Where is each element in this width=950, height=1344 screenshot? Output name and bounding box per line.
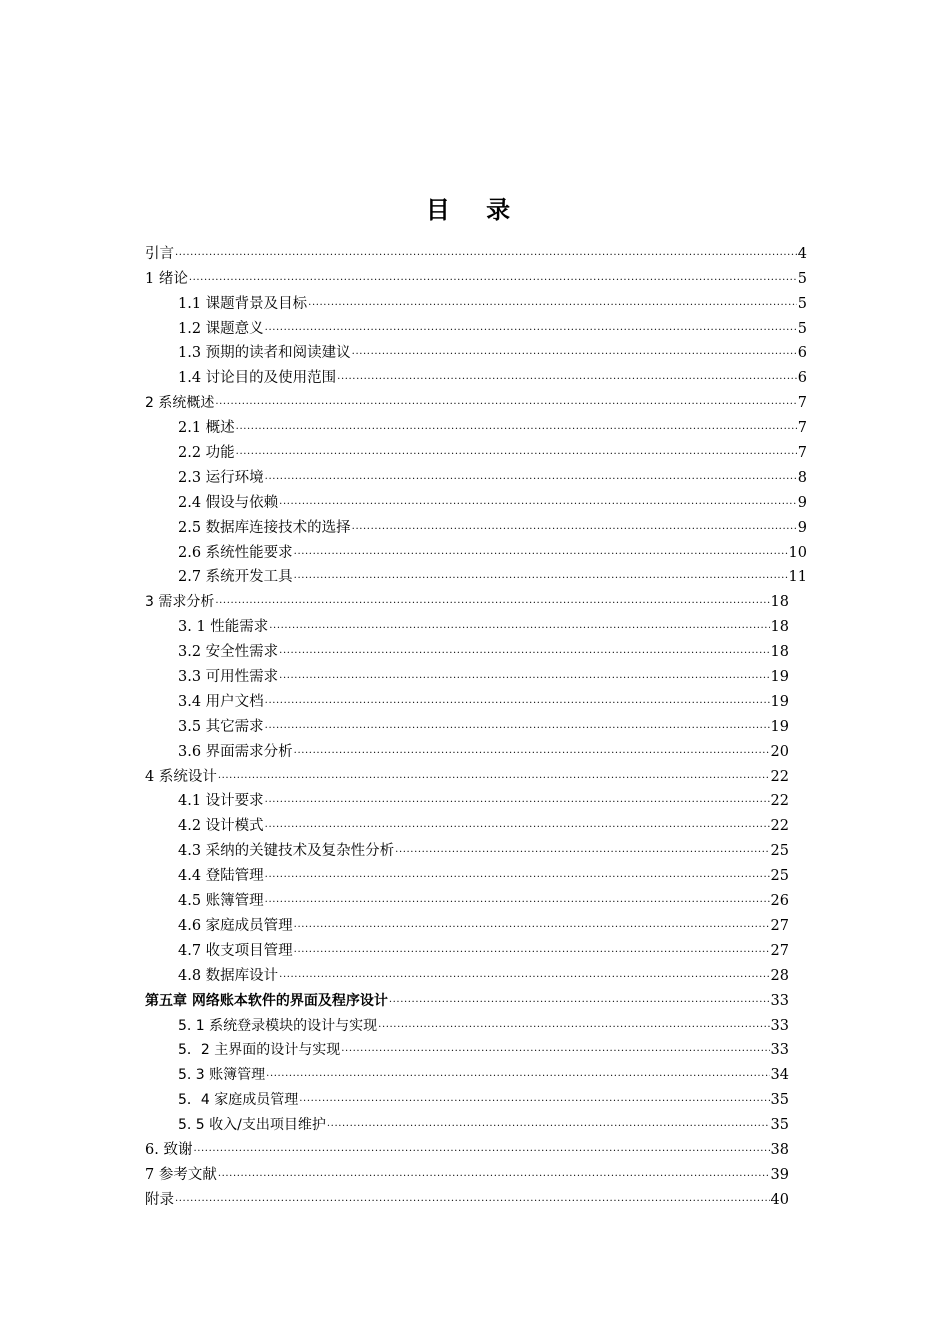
toc-entry-page: 22 (770, 768, 789, 785)
toc-entry[interactable] (145, 611, 789, 636)
dot-leader (294, 918, 770, 932)
dot-leader (266, 1067, 769, 1081)
toc-entry-label: 4.5 账簿管理 (178, 893, 264, 910)
toc-entry-label: 3.5 其它需求 (178, 718, 264, 735)
toc-entry-label: 5. 1 系统登录模块的设计与实现 (178, 1017, 378, 1034)
toc-entry[interactable] (145, 661, 789, 686)
toc-entry-page: 27 (770, 917, 789, 934)
dot-leader (299, 1092, 769, 1106)
toc-entry[interactable] (145, 736, 789, 761)
toc-entry[interactable] (145, 935, 789, 960)
table-of-contents (145, 238, 807, 1209)
dot-leader (279, 495, 797, 509)
toc-entry[interactable] (145, 288, 807, 313)
dot-leader (378, 1018, 769, 1032)
toc-entry-label: 4.3 采纳的关键技术及复杂性分析 (178, 843, 395, 860)
toc-entry-page: 11 (788, 569, 807, 586)
dot-leader (215, 594, 769, 608)
toc-entry[interactable] (145, 437, 807, 462)
dot-leader (352, 345, 797, 359)
toc-entry[interactable] (145, 338, 807, 363)
dot-leader (236, 445, 797, 459)
toc-entry-label: 4.1 设计要求 (178, 793, 264, 810)
toc-entry-label: 1 绪论 (145, 270, 188, 287)
toc-entry[interactable] (145, 412, 807, 437)
toc-entry-label: 4.7 收支项目管理 (178, 942, 293, 959)
dot-leader (279, 669, 769, 683)
toc-entry[interactable] (145, 537, 807, 562)
toc-entry-page: 8 (797, 469, 807, 486)
toc-entry[interactable] (145, 1035, 789, 1060)
toc-entry-label: 2 系统概述 (145, 395, 215, 412)
dot-leader (175, 1192, 770, 1206)
toc-entry-label: 3 需求分析 (145, 594, 215, 611)
toc-entry[interactable] (145, 885, 789, 910)
toc-entry-label: 3.6 界面需求分析 (178, 743, 293, 760)
dot-leader (265, 694, 770, 708)
toc-entry-page: 33 (770, 1017, 789, 1034)
toc-entry-page: 40 (770, 1191, 789, 1208)
dot-leader (294, 943, 770, 957)
toc-entry-page: 26 (770, 893, 789, 910)
toc-entry[interactable] (145, 586, 789, 611)
toc-entry-page: 33 (770, 1042, 789, 1059)
toc-entry[interactable] (145, 313, 807, 338)
toc-entry-label: 4.8 数据库设计 (178, 967, 279, 984)
dot-leader (215, 395, 796, 409)
toc-entry-page: 33 (770, 992, 789, 1009)
toc-entry-label: 1.2 课题意义 (178, 320, 264, 337)
toc-entry-label: 2.1 概述 (178, 420, 235, 437)
toc-entry[interactable] (145, 761, 789, 786)
toc-entry-page: 27 (770, 942, 789, 959)
toc-entry-page: 35 (770, 1117, 789, 1134)
toc-entry-label: 3. 1 性能需求 (178, 619, 269, 636)
dot-leader (341, 1042, 769, 1056)
dot-leader (389, 993, 770, 1007)
toc-entry-page: 35 (770, 1092, 789, 1109)
dot-leader (395, 843, 769, 857)
dot-leader (236, 420, 797, 434)
toc-entry-label: 3.2 安全性需求 (178, 644, 279, 661)
toc-entry-label: 2.7 系统开发工具 (178, 569, 293, 586)
toc-entry-label: 第五章 网络账本软件的界面及程序设计 (145, 992, 388, 1009)
toc-entry[interactable] (145, 1109, 789, 1134)
toc-entry-label: 2.2 功能 (178, 445, 235, 462)
toc-entry-label: 7 参考文献 (145, 1166, 217, 1183)
dot-leader (265, 470, 797, 484)
toc-entry-page: 20 (770, 743, 789, 760)
toc-entry[interactable] (145, 1184, 789, 1209)
toc-entry-page: 18 (770, 594, 789, 611)
dot-leader (218, 769, 770, 783)
toc-entry-label: 3.3 可用性需求 (178, 669, 279, 686)
toc-entry-label: 1.4 讨论目的及使用范围 (178, 370, 337, 387)
toc-entry[interactable] (145, 910, 789, 935)
dot-leader (265, 893, 770, 907)
toc-entry[interactable] (145, 786, 789, 811)
toc-entry-label: 4.2 设计模式 (178, 818, 264, 835)
toc-entry[interactable] (145, 810, 789, 835)
toc-entry-label: 5. 5 收入/支出项目维护 (178, 1117, 326, 1134)
dot-leader (265, 793, 770, 807)
toc-entry[interactable] (145, 487, 807, 512)
toc-entry-label: 2.4 假设与依赖 (178, 494, 279, 511)
toc-entry-page: 9 (797, 494, 807, 511)
toc-entry-label: 4 系统设计 (145, 768, 217, 785)
toc-entry[interactable] (145, 562, 807, 587)
toc-entry-page: 5 (797, 295, 807, 312)
dot-leader (279, 968, 769, 982)
toc-entry[interactable] (145, 387, 807, 412)
dot-leader (175, 246, 797, 260)
toc-entry[interactable] (145, 1159, 789, 1184)
toc-entry-page: 19 (770, 669, 789, 686)
toc-entry-label: 5．2 主界面的设计与实现 (178, 1042, 341, 1059)
toc-entry-page: 22 (770, 818, 789, 835)
toc-entry-page: 9 (797, 519, 807, 536)
dot-leader (265, 818, 770, 832)
toc-entry[interactable] (145, 636, 789, 661)
dot-leader (294, 545, 788, 559)
toc-entry-label: 引言 (145, 245, 174, 262)
toc-entry[interactable] (145, 860, 789, 885)
toc-entry-page: 25 (770, 843, 789, 860)
dot-leader (352, 520, 797, 534)
toc-entry-page: 7 (797, 395, 807, 412)
dot-leader (265, 321, 797, 335)
toc-entry[interactable] (145, 263, 807, 288)
toc-entry[interactable] (145, 462, 807, 487)
dot-leader (265, 868, 770, 882)
dot-leader (189, 271, 797, 285)
toc-entry[interactable] (145, 1059, 789, 1084)
dot-leader (308, 296, 797, 310)
toc-entry-page: 7 (797, 445, 807, 462)
toc-entry-label: 附录 (145, 1191, 174, 1208)
toc-entry[interactable] (145, 835, 789, 860)
dot-leader (279, 644, 769, 658)
toc-entry-page: 19 (770, 693, 789, 710)
toc-entry-page: 34 (770, 1067, 789, 1084)
toc-entry[interactable] (145, 512, 807, 537)
toc-entry-page: 6 (797, 370, 807, 387)
toc-entry-page: 18 (770, 619, 789, 636)
toc-title: 目 录 (425, 196, 525, 224)
toc-entry-page: 39 (770, 1166, 789, 1183)
toc-entry-page: 4 (797, 245, 807, 262)
toc-entry-page: 25 (770, 868, 789, 885)
dot-leader (294, 569, 788, 583)
dot-leader (337, 370, 797, 384)
toc-entry-page: 7 (797, 420, 807, 437)
dot-leader (269, 619, 769, 633)
toc-entry-page: 5 (797, 270, 807, 287)
toc-entry-page: 6 (797, 345, 807, 362)
dot-leader (193, 1142, 769, 1156)
toc-entry-label: 4.6 家庭成员管理 (178, 917, 293, 934)
toc-entry[interactable] (145, 985, 789, 1010)
toc-entry[interactable] (145, 238, 807, 263)
toc-entry-page: 18 (770, 644, 789, 661)
toc-entry-page: 28 (770, 967, 789, 984)
dot-leader (218, 1167, 770, 1181)
toc-entry[interactable] (145, 686, 789, 711)
toc-entry[interactable] (145, 1084, 789, 1109)
dot-leader (294, 744, 770, 758)
toc-entry-label: 2.5 数据库连接技术的选择 (178, 519, 351, 536)
toc-entry[interactable] (145, 1010, 789, 1035)
dot-leader (327, 1117, 770, 1131)
toc-entry[interactable] (145, 1134, 789, 1159)
toc-entry-label: 1.3 预期的读者和阅读建议 (178, 345, 351, 362)
toc-entry-page: 19 (770, 718, 789, 735)
toc-entry[interactable] (145, 711, 789, 736)
toc-entry[interactable] (145, 960, 789, 985)
toc-entry-label: 4.4 登陆管理 (178, 868, 264, 885)
toc-entry-label: 1.1 课题背景及目标 (178, 295, 308, 312)
toc-entry-label: 2.3 运行环境 (178, 469, 264, 486)
toc-entry-page: 22 (770, 793, 789, 810)
dot-leader (265, 719, 770, 733)
toc-entry-page: 5 (797, 320, 807, 337)
toc-entry-label: 5．4 家庭成员管理 (178, 1092, 299, 1109)
toc-entry-label: 2.6 系统性能要求 (178, 544, 293, 561)
toc-entry[interactable] (145, 362, 807, 387)
toc-entry-label: 5. 3 账簿管理 (178, 1067, 266, 1084)
toc-entry-page: 10 (788, 544, 807, 561)
toc-entry-label: 6. 致谢 (145, 1141, 193, 1158)
toc-entry-page: 38 (770, 1141, 789, 1158)
toc-entry-label: 3.4 用户文档 (178, 693, 264, 710)
